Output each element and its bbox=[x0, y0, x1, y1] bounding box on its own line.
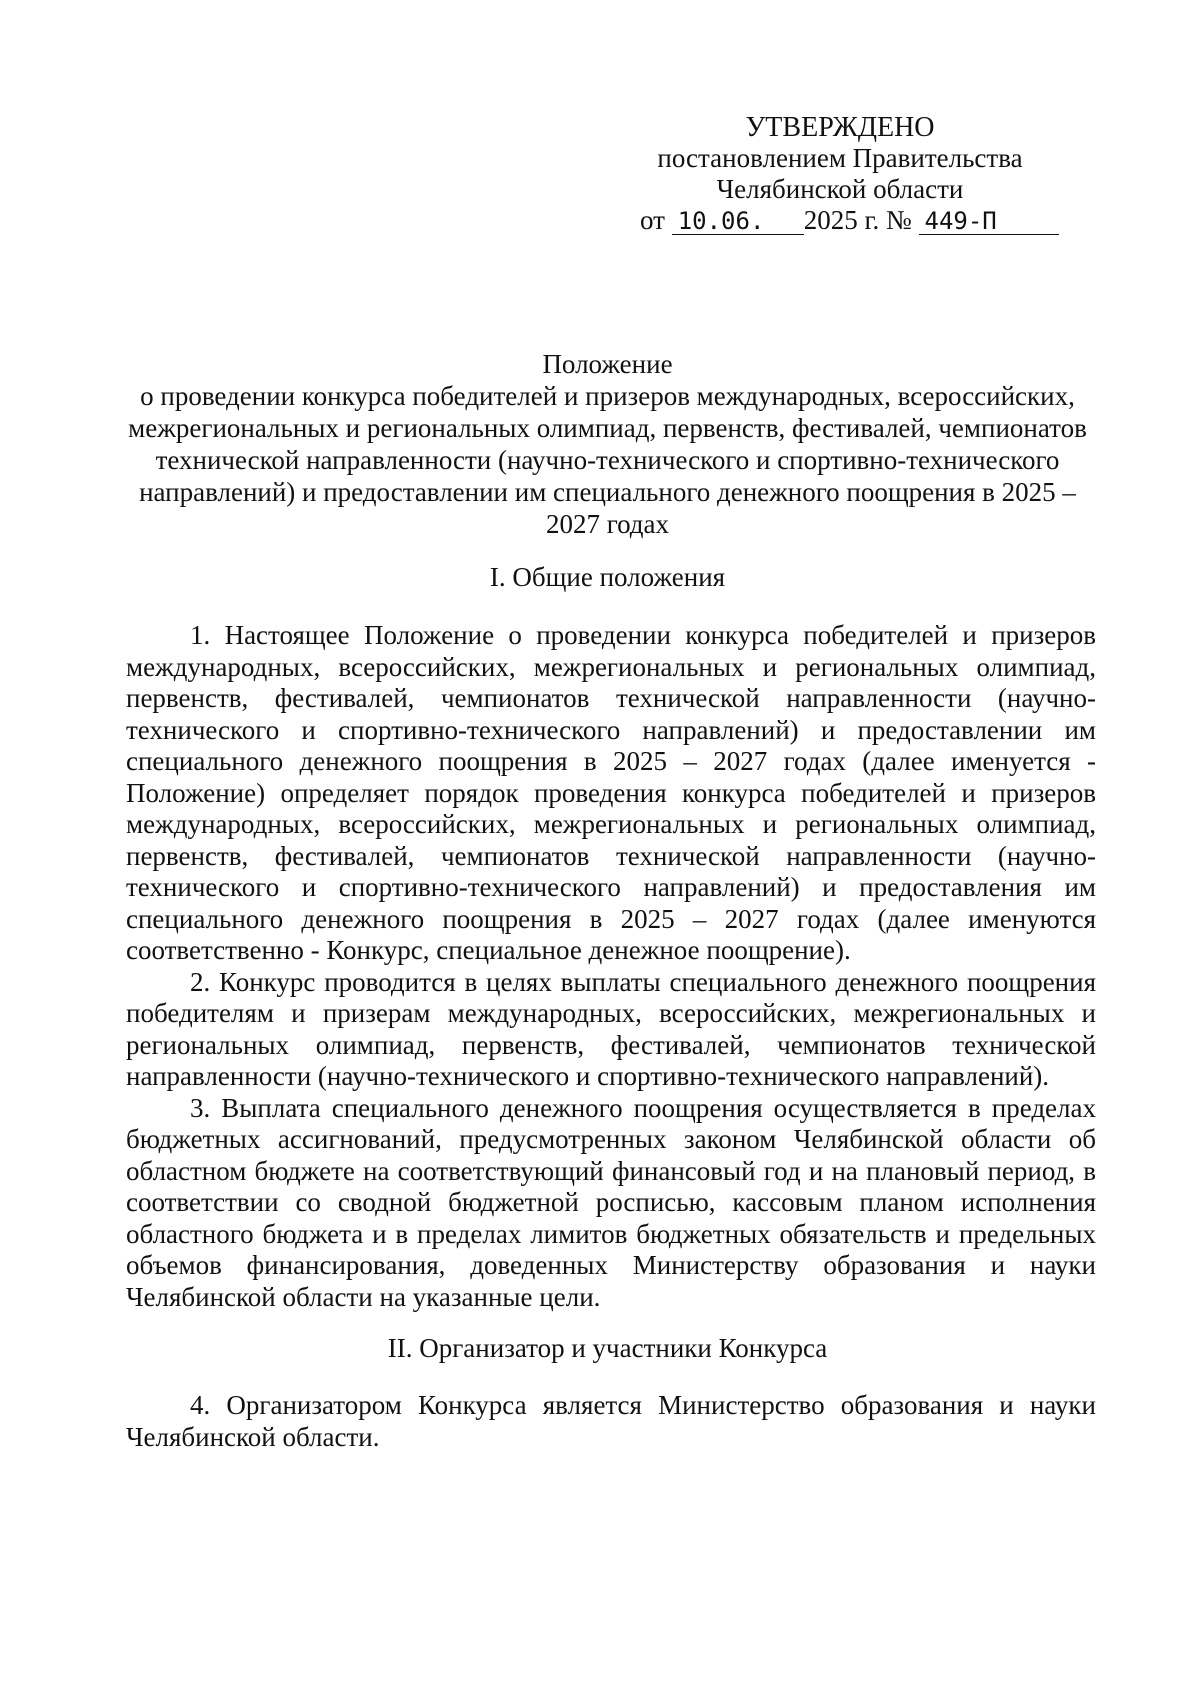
approval-date-prefix: от bbox=[640, 205, 665, 235]
approval-date-field: 10.06. bbox=[672, 208, 804, 235]
section-2-body bbox=[126, 1390, 1096, 1453]
document-heading: Положение bbox=[542, 349, 673, 379]
approval-year: 2025 г. № bbox=[803, 205, 912, 235]
document-subtitle: о проведении конкурса победителей и призеров международных, всероссийских, межрегиональных и региональных олимпиад, первенств, фестивалей, чемпионатов технической направленности (научно-технического и спортивно-технического направлений) и предоставлении им специального денежного поощрения в 2025 – 2027 годах bbox=[128, 381, 1087, 539]
document-title bbox=[120, 348, 1095, 540]
approval-title: УТВЕРЖДЕНО bbox=[745, 112, 935, 143]
section-heading-2: II. Организатор и участники Конкурса bbox=[387, 1333, 828, 1363]
section-1-body bbox=[126, 620, 1096, 1313]
approval-stamp bbox=[640, 112, 1040, 236]
approval-authority: постановлением Правительства bbox=[657, 143, 1023, 173]
paragraph-3: 3. Выплата специального денежного поощрения осуществляется в пределах бюджетных ассигнований, предусмотренных законом Челябинской области об областном бюджете на соответствующий финансовый год и на плановый период, в соответствии со сводной бюджетной росписью, кассовым планом исполнения областного бюджета и в пределах лимитов бюджетных обязательств и предельных объемов финансирования, доведенных Министерству образования и науки Челябинской области на указанные цели. bbox=[126, 1092, 1096, 1312]
paragraph-2: 2. Конкурс проводится в целях выплаты специального денежного поощрения победителям и призерам международных, всероссийских, межрегиональных и региональных олимпиад, первенств, фестивалей, чемпионатов технической направленности (научно-технического и спортивно-технического направлений). bbox=[126, 966, 1096, 1091]
section-heading-1: I. Общие положения bbox=[489, 562, 726, 592]
paragraph-1: 1. Настоящее Положение о проведении конкурса победителей и призеров международных, всероссийских, межрегиональных и региональных олимпиад, первенств, фестивалей, чемпионатов технической направленности (научно-технического и спортивно-технического направлений) и предоставлении им специального денежного поощрения в 2025 – 2027 годах (далее именуется - Положение) определяет порядок проведения конкурса победителей и призеров международных, всероссийских, межрегиональных и региональных олимпиад, первенств, фестивалей, чемпионатов технической направленности (научно-технического и спортивно-технического направлений) и предоставления им специального денежного поощрения в 2025 – 2027 годах (далее именуются соответственно - Конкурс, специальное денежное поощрение). bbox=[126, 620, 1096, 965]
approval-number-field: 449-П bbox=[919, 208, 1059, 235]
approval-region: Челябинской области bbox=[716, 174, 964, 204]
approval-date-line bbox=[640, 205, 1040, 236]
paragraph-4: 4. Организатором Конкурса является Министерство образования и науки Челябинской области. bbox=[126, 1390, 1096, 1452]
